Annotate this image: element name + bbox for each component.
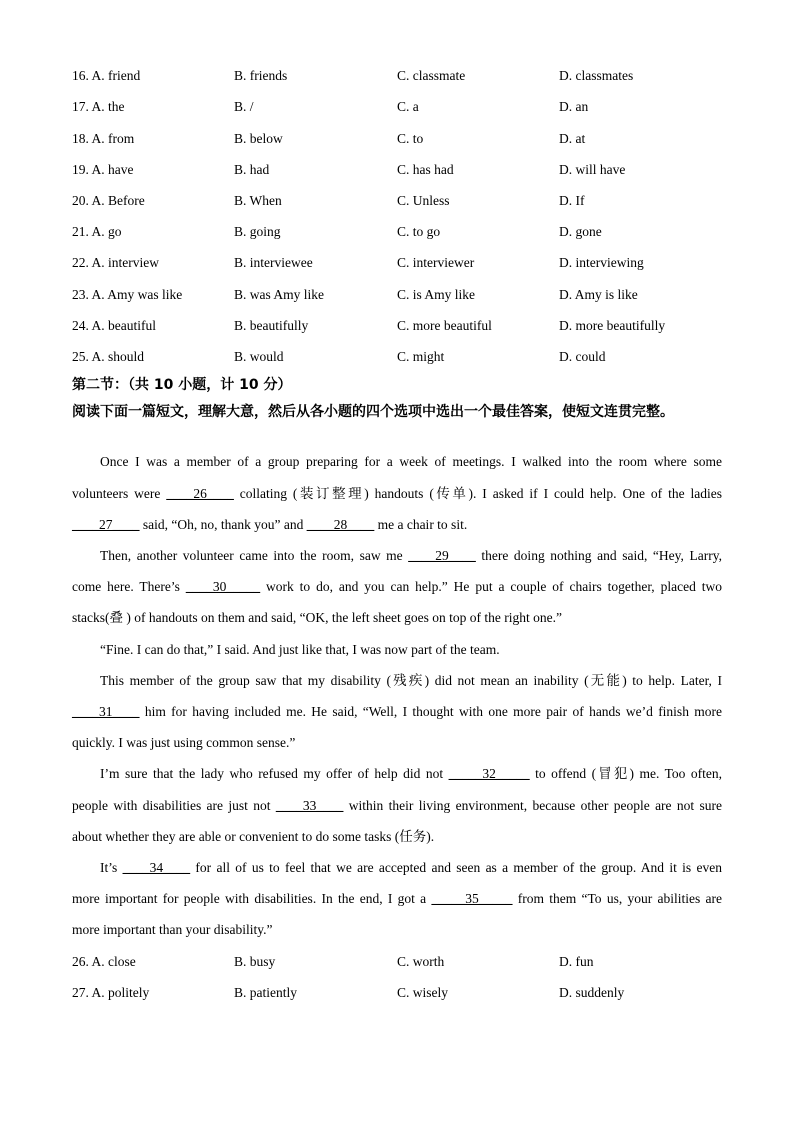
passage-line: This member of the group saw that my disability (残疾) did not mean an inability (无能) to help. Later, I <box>100 673 722 688</box>
passage-line <box>72 796 722 816</box>
option-d: D. could <box>559 349 606 364</box>
option-d: D. suddenly <box>559 985 625 1000</box>
option-d: D. will have <box>559 162 626 177</box>
option-c: C. Unless <box>397 193 450 208</box>
question-row <box>72 285 732 305</box>
blank-30: ____30_____ <box>185 579 261 594</box>
option-c: C. interviewer <box>397 255 475 270</box>
option-c: C. a <box>397 99 419 114</box>
passage-text: people with disabilities are just not <box>72 798 276 813</box>
option-c: C. more beautiful <box>397 318 492 333</box>
option-a: 16. A. friend <box>72 68 141 83</box>
option-b: B. had <box>234 162 270 177</box>
passage-line <box>72 764 722 784</box>
passage-line: more important than your disability.” <box>72 922 273 937</box>
blank-34: ____34____ <box>122 860 191 875</box>
passage-text: him for having included me. He said, “Well, I thought with one more pair of hands we’d finish more <box>139 704 722 719</box>
passage-line <box>72 515 722 535</box>
option-a: 24. A. beautiful <box>72 318 156 333</box>
passage-text: work to do, and you can help.” He put a couple of chairs together, placed two <box>260 579 723 594</box>
section-title: 第二节：（共 10 小题，计 10 分） <box>72 377 292 393</box>
passage-line: Once I was a member of a group preparing for a week of meetings. I walked into the room where some <box>100 454 722 469</box>
option-c: C. wisely <box>397 985 449 1000</box>
option-b: B. / <box>234 99 254 114</box>
question-row <box>72 160 732 180</box>
option-a: 20. A. Before <box>72 193 145 208</box>
blank-28: ____28____ <box>306 517 375 532</box>
option-b: B. was Amy like <box>234 287 324 302</box>
option-d: D. If <box>559 193 585 208</box>
passage-text: more important for people with disabilities. In the end, I got a <box>72 891 432 906</box>
question-row <box>72 983 732 1003</box>
passage-text: said, “Oh, no, thank you” and <box>139 517 307 532</box>
blank-29: ____29____ <box>408 548 476 563</box>
passage-line: about whether they are able or convenient to do some tasks (任务). <box>72 829 435 844</box>
option-a: 18. A. from <box>72 131 135 146</box>
blank-31: ____31____ <box>72 704 140 719</box>
passage-line: quickly. I was just using common sense.” <box>72 735 296 750</box>
blank-32: _____32_____ <box>448 766 530 781</box>
passage-text: It’s <box>100 860 123 875</box>
question-row <box>72 97 732 117</box>
option-b: B. would <box>234 349 284 364</box>
option-a: 27. A. politely <box>72 985 150 1000</box>
blank-26: ____26____ <box>166 486 234 501</box>
question-row <box>72 316 732 336</box>
option-b: B. busy <box>234 954 276 969</box>
question-row <box>72 347 732 367</box>
option-d: D. at <box>559 131 586 146</box>
passage-text: from them “To us, your abilities are <box>512 891 722 906</box>
option-d: D. gone <box>559 224 602 239</box>
passage-line <box>72 577 722 597</box>
option-c: C. worth <box>397 954 445 969</box>
option-b: B. below <box>234 131 283 146</box>
question-row <box>72 191 732 211</box>
option-c: C. classmate <box>397 68 466 83</box>
passage-line <box>72 889 722 909</box>
option-a: 17. A. the <box>72 99 125 114</box>
option-c: C. has had <box>397 162 454 177</box>
passage-text: within their living environment, because other people are not sure <box>343 798 723 813</box>
passage-line: stacks(叠 ) of handouts on them and said, “OK, the left sheet goes on top of the right one.” <box>72 610 563 625</box>
option-a: 19. A. have <box>72 162 134 177</box>
passage-text: for all of us to feel that we are accepted and seen as a member of the group. And it is even <box>190 860 722 875</box>
passage-line <box>72 702 722 722</box>
option-c: C. might <box>397 349 445 364</box>
option-b: B. patiently <box>234 985 297 1000</box>
option-b: B. interviewee <box>234 255 313 270</box>
passage-line: “Fine. I can do that,” I said. And just like that, I was now part of the team. <box>100 642 500 657</box>
option-b: B. friends <box>234 68 288 83</box>
option-c: C. to <box>397 131 424 146</box>
option-d: D. more beautifully <box>559 318 666 333</box>
option-a: 23. A. Amy was like <box>72 287 183 302</box>
passage-text: volunteers were <box>72 486 167 501</box>
question-row <box>72 952 732 972</box>
option-d: D. Amy is like <box>559 287 638 302</box>
option-c: C. to go <box>397 224 441 239</box>
passage-line <box>72 484 722 504</box>
blank-33: ____33____ <box>275 798 344 813</box>
passage-line <box>72 546 722 566</box>
option-a: 26. A. close <box>72 954 136 969</box>
question-row <box>72 66 732 86</box>
question-row <box>72 253 732 273</box>
section-instruction: 阅读下面一篇短文，理解大意，然后从各小题的四个选项中选出一个最佳答案，使短文连贯完整。 <box>72 404 674 420</box>
passage-text: to offend (冒犯) me. Too often, <box>529 766 722 781</box>
question-row <box>72 129 732 149</box>
option-d: D. interviewing <box>559 255 644 270</box>
passage-text: there doing nothing and said, “Hey, Larry, <box>475 548 722 563</box>
option-b: B. going <box>234 224 281 239</box>
passage-text: I’m sure that the lady who refused my offer of help did not <box>100 766 449 781</box>
option-d: D. classmates <box>559 68 634 83</box>
option-b: B. When <box>234 193 282 208</box>
option-c: C. is Amy like <box>397 287 476 302</box>
passage-text: collating (装订整理) handouts (传单). I asked if I could help. One of the ladies <box>233 486 722 501</box>
passage-text: me a chair to sit. <box>374 517 468 532</box>
option-d: D. fun <box>559 954 594 969</box>
question-row <box>72 222 732 242</box>
passage-text: come here. There’s <box>72 579 186 594</box>
blank-27: ____27____ <box>72 517 140 532</box>
passage-line <box>72 858 722 878</box>
option-d: D. an <box>559 99 589 114</box>
blank-35: _____35_____ <box>431 891 513 906</box>
option-a: 25. A. should <box>72 349 145 364</box>
passage-text: Then, another volunteer came into the room, saw me <box>100 548 409 563</box>
option-b: B. beautifully <box>234 318 309 333</box>
option-a: 22. A. interview <box>72 255 159 270</box>
option-a: 21. A. go <box>72 224 122 239</box>
